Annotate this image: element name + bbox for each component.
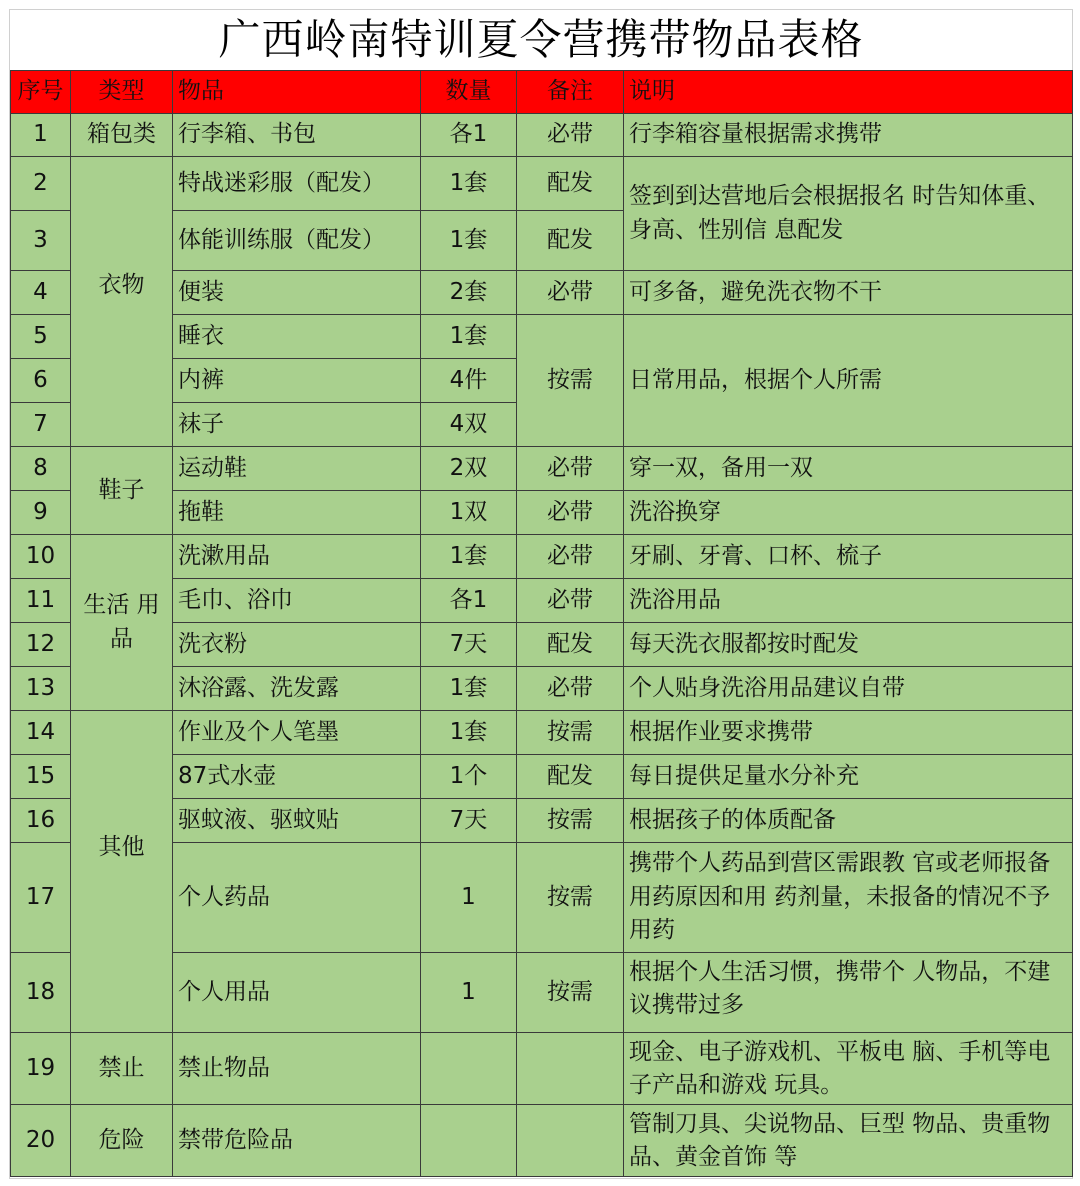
qty-cell: 1个	[421, 755, 517, 799]
type-cell-shoes: 鞋子	[71, 447, 173, 535]
note-cell: 必带	[517, 447, 624, 491]
seq-cell: 11	[11, 579, 71, 623]
note-cell: 配发	[517, 755, 624, 799]
qty-cell: 各1	[421, 114, 517, 157]
table-row	[11, 535, 1073, 579]
note-cell	[517, 1033, 624, 1105]
checklist-sheet	[9, 9, 1073, 1179]
note-cell: 配发	[517, 623, 624, 667]
table-row	[11, 447, 1073, 491]
item-cell: 行李箱、书包	[173, 114, 421, 157]
qty-cell: 2双	[421, 447, 517, 491]
note-cell: 按需	[517, 799, 624, 843]
seq-cell: 20	[11, 1105, 71, 1177]
qty-cell: 2套	[421, 271, 517, 315]
qty-cell: 1套	[421, 667, 517, 711]
seq-cell: 6	[11, 359, 71, 403]
type-cell-daily: 生活 用品	[71, 535, 173, 711]
seq-cell: 14	[11, 711, 71, 755]
seq-cell: 4	[11, 271, 71, 315]
item-cell: 洗漱用品	[173, 535, 421, 579]
note-cell: 按需	[517, 315, 624, 447]
qty-cell	[421, 1105, 517, 1177]
table-row	[11, 114, 1073, 157]
note-cell: 按需	[517, 843, 624, 953]
qty-cell	[421, 1033, 517, 1105]
note-cell: 必带	[517, 271, 624, 315]
desc-cell: 个人贴身洗浴用品建议自带	[624, 667, 1073, 711]
qty-cell: 1套	[421, 711, 517, 755]
item-cell: 作业及个人笔墨	[173, 711, 421, 755]
seq-cell: 19	[11, 1033, 71, 1105]
note-cell: 必带	[517, 535, 624, 579]
header-type: 类型	[71, 71, 173, 114]
note-cell: 必带	[517, 667, 624, 711]
seq-cell: 9	[11, 491, 71, 535]
desc-cell: 洗浴用品	[624, 579, 1073, 623]
seq-cell: 15	[11, 755, 71, 799]
table-row	[11, 1033, 1073, 1105]
desc-cell: 携带个人药品到营区需跟教 官或老师报备用药原因和用 药剂量，未报备的情况不予 用药	[624, 843, 1073, 953]
item-cell: 拖鞋	[173, 491, 421, 535]
desc-cell: 根据个人生活习惯，携带个 人物品，不建议携带过多	[624, 953, 1073, 1033]
desc-cell: 日常用品，根据个人所需	[624, 315, 1073, 447]
type-cell-other: 其他	[71, 711, 173, 1033]
qty-cell: 1双	[421, 491, 517, 535]
sheet-title: 广西岭南特训夏令营携带物品表格	[218, 15, 864, 64]
item-cell: 毛巾、浴巾	[173, 579, 421, 623]
qty-cell: 1	[421, 843, 517, 953]
desc-cell: 签到到达营地后会根据报名 时告知体重、身高、性别信 息配发	[624, 157, 1073, 271]
header-qty: 数量	[421, 71, 517, 114]
seq-cell: 8	[11, 447, 71, 491]
item-cell: 禁止物品	[173, 1033, 421, 1105]
item-cell: 个人药品	[173, 843, 421, 953]
item-cell: 便装	[173, 271, 421, 315]
qty-cell: 7天	[421, 623, 517, 667]
desc-cell: 穿一双，备用一双	[624, 447, 1073, 491]
qty-cell: 1套	[421, 315, 517, 359]
desc-cell: 可多备，避免洗衣物不干	[624, 271, 1073, 315]
note-cell: 按需	[517, 711, 624, 755]
header-item: 物品	[173, 71, 421, 114]
note-cell: 配发	[517, 211, 624, 271]
desc-cell: 根据作业要求携带	[624, 711, 1073, 755]
note-cell: 必带	[517, 579, 624, 623]
item-cell: 沐浴露、洗发露	[173, 667, 421, 711]
items-table	[10, 70, 1073, 1177]
seq-cell: 12	[11, 623, 71, 667]
type-cell-luggage: 箱包类	[71, 114, 173, 157]
seq-cell: 18	[11, 953, 71, 1033]
item-cell: 体能训练服（配发）	[173, 211, 421, 271]
header-note: 备注	[517, 71, 624, 114]
item-cell: 特战迷彩服（配发）	[173, 157, 421, 211]
note-cell	[517, 1105, 624, 1177]
qty-cell: 1套	[421, 535, 517, 579]
header-desc: 说明	[624, 71, 1073, 114]
table-row	[11, 711, 1073, 755]
seq-cell: 2	[11, 157, 71, 211]
item-cell: 洗衣粉	[173, 623, 421, 667]
seq-cell: 16	[11, 799, 71, 843]
seq-cell: 17	[11, 843, 71, 953]
note-cell: 配发	[517, 157, 624, 211]
seq-cell: 5	[11, 315, 71, 359]
item-cell: 内裤	[173, 359, 421, 403]
qty-cell: 1套	[421, 157, 517, 211]
qty-cell: 1	[421, 953, 517, 1033]
item-cell: 驱蚊液、驱蚊贴	[173, 799, 421, 843]
qty-cell: 各1	[421, 579, 517, 623]
desc-cell: 根据孩子的体质配备	[624, 799, 1073, 843]
table-row	[11, 157, 1073, 211]
desc-cell: 每日提供足量水分补充	[624, 755, 1073, 799]
qty-cell: 4件	[421, 359, 517, 403]
note-cell: 必带	[517, 491, 624, 535]
qty-cell: 4双	[421, 403, 517, 447]
seq-cell: 1	[11, 114, 71, 157]
header-seq: 序号	[11, 71, 71, 114]
item-cell: 睡衣	[173, 315, 421, 359]
note-cell: 必带	[517, 114, 624, 157]
desc-cell: 管制刀具、尖说物品、巨型 物品、贵重物品、黄金首饰 等	[624, 1105, 1073, 1177]
item-cell: 个人用品	[173, 953, 421, 1033]
type-cell-danger: 危险	[71, 1105, 173, 1177]
header-row	[11, 71, 1073, 114]
item-cell: 87式水壶	[173, 755, 421, 799]
qty-cell: 7天	[421, 799, 517, 843]
qty-cell: 1套	[421, 211, 517, 271]
table-row	[11, 1105, 1073, 1177]
seq-cell: 3	[11, 211, 71, 271]
type-cell-clothing: 衣物	[71, 157, 173, 447]
item-cell: 运动鞋	[173, 447, 421, 491]
desc-cell: 牙刷、牙膏、口杯、梳子	[624, 535, 1073, 579]
desc-cell: 洗浴换穿	[624, 491, 1073, 535]
desc-cell: 行李箱容量根据需求携带	[624, 114, 1073, 157]
note-cell: 按需	[517, 953, 624, 1033]
seq-cell: 10	[11, 535, 71, 579]
desc-cell: 现金、电子游戏机、平板电 脑、手机等电子产品和游戏 玩具。	[624, 1033, 1073, 1105]
seq-cell: 7	[11, 403, 71, 447]
item-cell: 禁带危险品	[173, 1105, 421, 1177]
type-cell-banned: 禁止	[71, 1033, 173, 1105]
desc-cell: 每天洗衣服都按时配发	[624, 623, 1073, 667]
item-cell: 袜子	[173, 403, 421, 447]
seq-cell: 13	[11, 667, 71, 711]
